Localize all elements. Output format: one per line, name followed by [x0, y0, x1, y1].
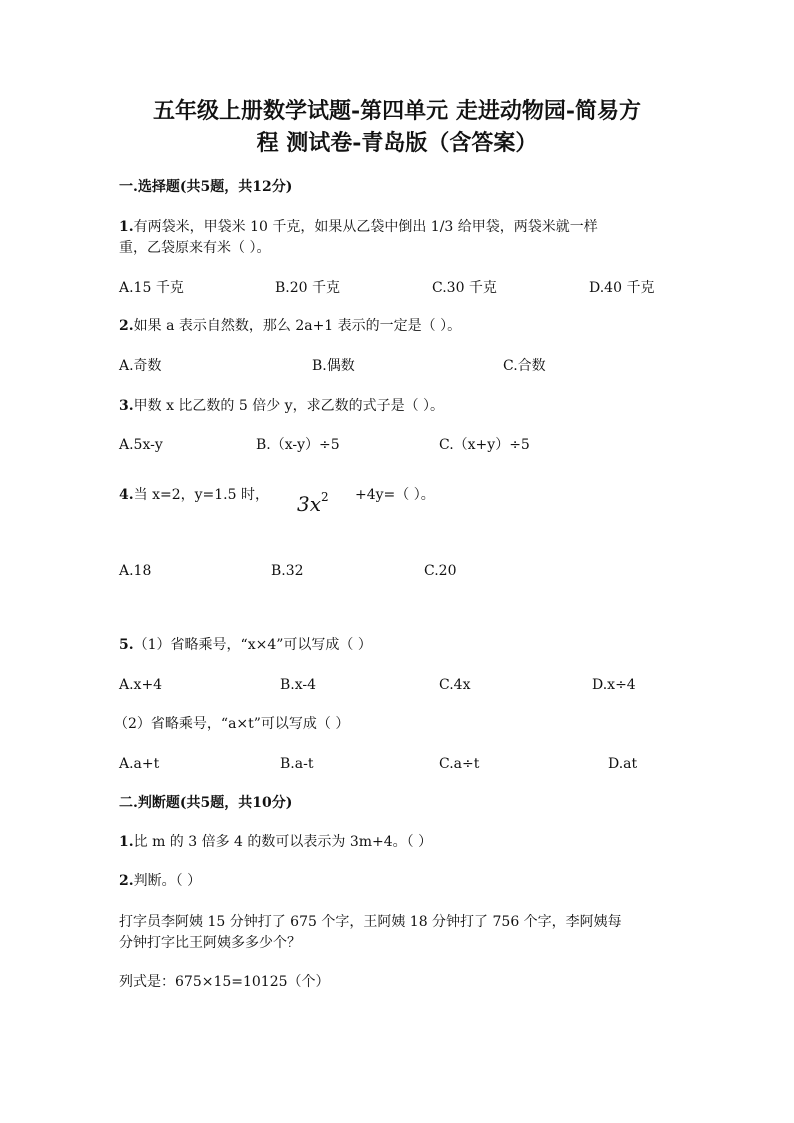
option-a: A.5x-y [119, 437, 163, 453]
question-text: 判断。（ ） [133, 873, 202, 889]
option-b: B.32 [271, 563, 304, 579]
option-b: B.偶数 [312, 358, 355, 374]
question-number: 3. [119, 398, 134, 414]
question-4 [119, 485, 269, 505]
formula-base: 3x [297, 492, 322, 516]
question-number: 5. [119, 637, 134, 653]
judgment-2 [119, 871, 201, 891]
section-heading-choice: 一.选择题(共5题，共12分) [119, 179, 293, 195]
option-b: B.20 千克 [275, 280, 341, 296]
question-4-continued: +4y=（ ）。 [355, 487, 435, 503]
judgment-2-story-line-2: 分钟打字比王阿姨多多少个？ [119, 935, 301, 951]
option-c: C.4x [439, 677, 471, 693]
math-formula [297, 485, 329, 516]
question-number: 1. [119, 834, 134, 850]
option-c: C.合数 [503, 358, 546, 374]
title-line-2: 程 测试卷-青岛版（含答案） [256, 130, 538, 156]
option-a: A.15 千克 [119, 280, 184, 296]
question-number: 2. [119, 873, 134, 889]
option-c: C.（x+y）÷5 [439, 437, 530, 453]
question-text: 甲数 x 比乙数的 5 倍少 y，求乙数的式子是（ ）。 [133, 398, 445, 414]
option-a: A.x+4 [119, 677, 163, 693]
question-text: 如果 a 表示自然数，那么 2a+1 表示的一定是（ ）。 [133, 318, 462, 334]
section-heading-judgment: 二.判断题(共5题，共10分) [119, 795, 293, 811]
judgment-2-story-line-1: 打字员李阿姨 15 分钟打了 675 个字，王阿姨 18 分钟打了 756 个字，李阿姨每 [119, 914, 622, 930]
question-text: 当 x=2，y=1.5 时， [133, 487, 269, 503]
option-b: B.x-4 [280, 677, 317, 693]
question-number: 2. [119, 318, 134, 334]
question-number: 1. [119, 219, 134, 235]
question-text: （1）省略乘号，“x×4”可以写成（ ） [133, 637, 372, 653]
document-title [118, 95, 676, 159]
option-a: A.18 [119, 563, 152, 579]
question-3 [119, 396, 444, 416]
option-b: B.（x-y）÷5 [256, 437, 340, 453]
title-line-1: 五年级上册数学试题-第四单元 走进动物园-简易方 [153, 98, 641, 124]
question-5-part-2: （2）省略乘号，“a×t”可以写成（ ） [114, 716, 350, 732]
option-d: D.at [608, 756, 638, 772]
question-text: 比 m 的 3 倍多 4 的数可以表示为 3m+4。（ ） [133, 834, 433, 850]
judgment-1 [119, 832, 432, 852]
option-d: D.40 千克 [589, 280, 655, 296]
option-c: C.20 [424, 563, 457, 579]
option-c: C.30 千克 [432, 280, 497, 296]
question-2 [119, 316, 461, 336]
option-a: A.a+t [119, 756, 160, 772]
question-5 [119, 635, 372, 655]
formula-exponent: 2 [321, 490, 329, 504]
option-b: B.a-t [280, 756, 314, 772]
judgment-2-formula: 列式是：675×15=10125（个） [119, 974, 330, 990]
option-c: C.a÷t [439, 756, 480, 772]
question-1-continued: 重，乙袋原来有米（ ）。 [119, 240, 271, 256]
question-number: 4. [119, 487, 134, 503]
option-a: A.奇数 [119, 358, 162, 374]
question-1 [119, 217, 598, 237]
option-d: D.x÷4 [592, 677, 636, 693]
question-text: 有两袋米，甲袋米 10 千克，如果从乙袋中倒出 1/3 给甲袋，两袋米就一样 [133, 219, 598, 235]
